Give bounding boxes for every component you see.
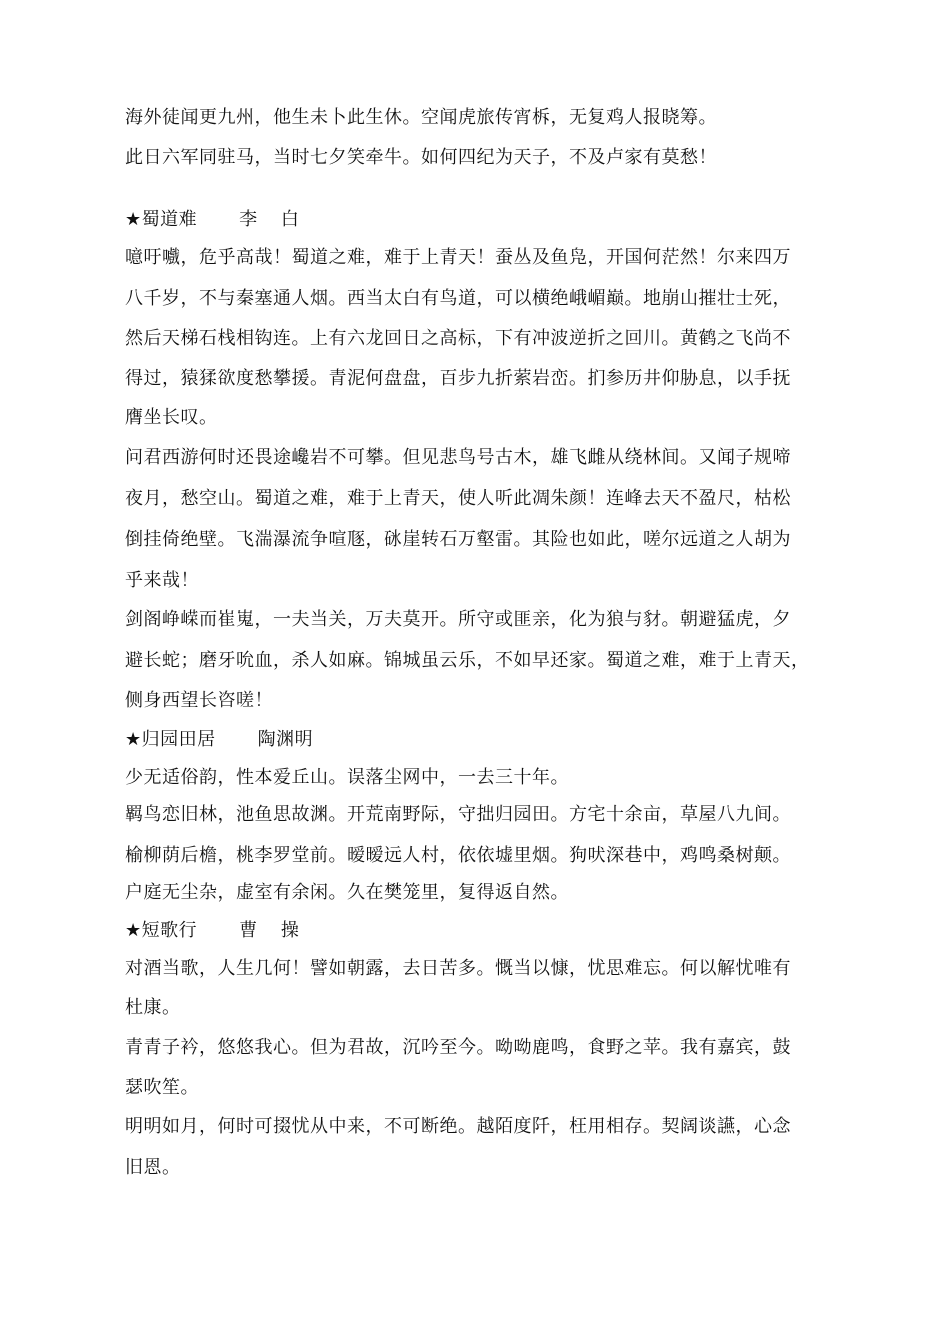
text-line: 噫吁嚱，危乎高哉！蜀道之难，难于上青天！蚕丛及鱼凫，开国何茫然！尔来四万 xyxy=(125,247,791,268)
text-line: 杜康。 xyxy=(125,997,181,1018)
text-line: 瑟吹笙。 xyxy=(125,1077,199,1098)
poem-title: ★归园田居 xyxy=(125,729,216,750)
text-line: 青青子衿，悠悠我心。但为君故，沉吟至今。呦呦鹿鸣，食野之苹。我有嘉宾，鼓 xyxy=(125,1037,791,1058)
poem-title: ★蜀道难 xyxy=(125,209,198,230)
text-line: 乎来哉！ xyxy=(125,570,199,591)
text-line: 少无适俗韵，性本爱丘山。误落尘网中，一去三十年。 xyxy=(125,767,569,788)
text-line: 侧身西望长咨嗟！ xyxy=(125,690,273,711)
poem-author: 陶渊明 xyxy=(257,729,314,750)
text-line: 剑阁峥嵘而崔嵬，一夫当关，万夫莫开。所守或匪亲，化为狼与豺。朝避猛虎，夕 xyxy=(125,609,791,630)
poem-title: ★短歌行 xyxy=(125,920,198,941)
poem-author: 李 白 xyxy=(239,209,308,230)
text-line: 然后天梯石栈相钩连。上有六龙回日之高标，下有冲波逆折之回川。黄鹤之飞尚不 xyxy=(125,328,791,349)
text-line: 得过，猿猱欲度愁攀援。青泥何盘盘，百步九折萦岩峦。扪参历井仰胁息，以手抚 xyxy=(125,368,791,389)
poem-author: 曹 操 xyxy=(239,920,308,941)
text-line: 对酒当歌，人生几何！譬如朝露，去日苦多。慨当以慷，忧思难忘。何以解忧唯有 xyxy=(125,958,791,979)
text-line: 倒挂倚绝壁。飞湍瀑流争喧豗，砯崖转石万壑雷。其险也如此，嗟尔远道之人胡为 xyxy=(125,529,791,550)
text-line: 榆柳荫后檐，桃李罗堂前。暧暧远人村，依依墟里烟。狗吠深巷中，鸡鸣桑树颠。 xyxy=(125,845,791,866)
text-line: 问君西游何时还畏途巉岩不可攀。但见悲鸟号古木，雄飞雌从绕林间。又闻子规啼 xyxy=(125,447,791,468)
text-line: 羁鸟恋旧林，池鱼思故渊。开荒南野际，守拙归园田。方宅十余亩，草屋八九间。 xyxy=(125,804,791,825)
poem-heading xyxy=(125,208,308,232)
text-line: 夜月，愁空山。蜀道之难，难于上青天，使人听此凋朱颜！连峰去天不盈尺，枯松 xyxy=(125,488,791,509)
poem-heading xyxy=(125,919,308,943)
poem-heading xyxy=(125,728,313,752)
text-line: 旧恩。 xyxy=(125,1157,181,1178)
text-line: 此日六军同驻马，当时七夕笑牵牛。如何四纪为天子，不及卢家有莫愁！ xyxy=(125,147,717,168)
text-line: 八千岁，不与秦塞通人烟。西当太白有鸟道，可以横绝峨嵋巅。地崩山摧壮士死， xyxy=(125,288,791,309)
text-line: 明明如月，何时可掇忧从中来，不可断绝。越陌度阡，枉用相存。契阔谈讌，心念 xyxy=(125,1116,791,1137)
text-line: 户庭无尘杂，虚室有余闲。久在樊笼里，复得返自然。 xyxy=(125,882,569,903)
text-line: 膺坐长叹。 xyxy=(125,407,218,428)
text-line: 海外徒闻更九州，他生未卜此生休。空闻虎旅传宵柝，无复鸡人报晓筹。 xyxy=(125,107,717,128)
text-line: 避长蛇；磨牙吮血，杀人如麻。锦城虽云乐，不如早还家。蜀道之难，难于上青天， xyxy=(125,650,810,671)
